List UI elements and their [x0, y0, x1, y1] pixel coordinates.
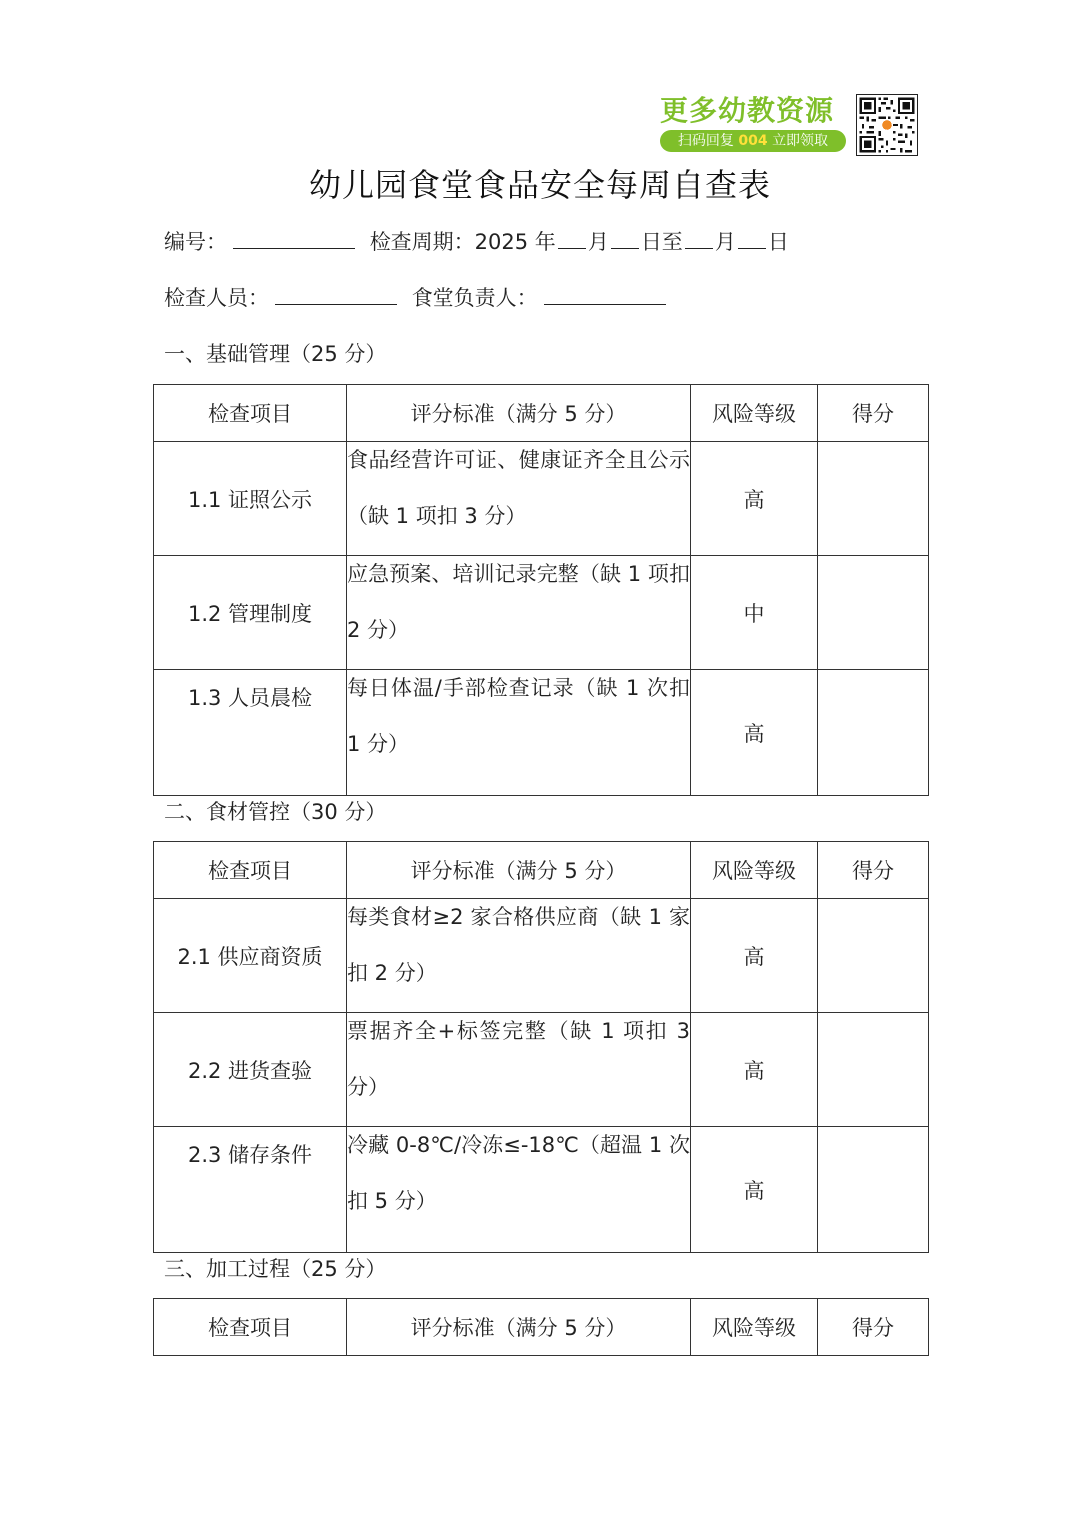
item-name: 1.2 管理制度: [154, 556, 347, 670]
risk-level: 高: [691, 670, 818, 796]
item-name: 1.1 证照公示: [154, 442, 347, 556]
criteria-cell: [347, 670, 691, 796]
header-score: 得分: [818, 1299, 929, 1356]
section-1-table: [153, 384, 929, 796]
table-row: [154, 670, 929, 796]
table-header-row: [154, 1299, 929, 1356]
table-row: [154, 899, 929, 1013]
risk-level: 高: [691, 1013, 818, 1127]
risk-level: 高: [691, 442, 818, 556]
risk-level: 中: [691, 556, 818, 670]
page-title: 幼儿园食堂食品安全每周自查表: [308, 166, 771, 204]
criteria-text: 冷藏 0-8℃/冷冻≤-18℃（超温 1 次扣 5 分）: [347, 1133, 690, 1213]
inspector-input[interactable]: [275, 282, 397, 305]
score-input[interactable]: [818, 1013, 929, 1127]
section-title: 一、基础管理（25 分）: [164, 342, 387, 366]
header-score: 得分: [818, 842, 929, 899]
table-row: [154, 1013, 929, 1127]
inspector-label: 检查人员：: [164, 286, 269, 310]
table-row: [154, 442, 929, 556]
inspector-manager-row: [164, 280, 674, 316]
number-label: 编号：: [164, 230, 227, 254]
period-label: 检查周期：2025 年: [369, 230, 556, 254]
criteria-cell: [347, 442, 691, 556]
banner-subtitle-after: 立即领取: [772, 133, 829, 149]
section-3-table: [153, 1298, 929, 1356]
section-title: 二、食材管控（30 分）: [164, 800, 387, 824]
item-name: 2.2 进货查验: [154, 1013, 347, 1127]
banner-title: 更多幼教资源: [660, 94, 835, 127]
period-end-month-input[interactable]: [685, 226, 713, 249]
score-input[interactable]: [818, 899, 929, 1013]
table-row: [154, 1127, 929, 1253]
criteria-cell: [347, 899, 691, 1013]
day-label-2: 日: [767, 230, 789, 254]
section-title: 三、加工过程（25 分）: [164, 1257, 387, 1281]
number-period-row: [164, 224, 789, 260]
header-item: 检查项目: [154, 1299, 347, 1356]
qr-code-icon[interactable]: [856, 94, 918, 156]
manager-input[interactable]: [544, 282, 666, 305]
criteria-text: 每类食材≥2 家合格供应商（缺 1 家扣 2 分）: [347, 905, 690, 985]
manager-label: 食堂负责人：: [411, 286, 538, 310]
header-item: 检查项目: [154, 842, 347, 899]
score-input[interactable]: [818, 442, 929, 556]
header-criteria: 评分标准（满分 5 分）: [347, 385, 691, 442]
criteria-text: 食品经营许可证、健康证齐全且公示（缺 1 项扣 3 分）: [347, 448, 690, 528]
item-name: 2.1 供应商资质: [154, 899, 347, 1013]
table-row: [154, 556, 929, 670]
month-label-1: 月: [587, 230, 609, 254]
header-score: 得分: [818, 385, 929, 442]
item-name: 2.3 储存条件: [154, 1127, 347, 1253]
criteria-text: 票据齐全+标签完整（缺 1 项扣 3 分）: [347, 1019, 690, 1099]
criteria-cell: [347, 556, 691, 670]
day-label-1: 日至: [640, 230, 683, 254]
promo-banner[interactable]: [658, 94, 920, 156]
criteria-cell: [347, 1127, 691, 1253]
score-input[interactable]: [818, 1127, 929, 1253]
banner-subtitle-before: 扫码回复: [677, 133, 734, 149]
criteria-cell: [347, 1013, 691, 1127]
header-risk: 风险等级: [691, 1299, 818, 1356]
header-criteria: 评分标准（满分 5 分）: [347, 1299, 691, 1356]
header-risk: 风险等级: [691, 842, 818, 899]
score-input[interactable]: [818, 670, 929, 796]
risk-level: 高: [691, 899, 818, 1013]
banner-subtitle: [660, 130, 846, 152]
month-label-2: 月: [714, 230, 736, 254]
banner-subtitle-code: 004: [738, 133, 768, 149]
risk-level: 高: [691, 1127, 818, 1253]
period-start-day-input[interactable]: [611, 226, 639, 249]
criteria-text: 每日体温/手部检查记录（缺 1 次扣 1 分）: [347, 676, 690, 756]
period-end-day-input[interactable]: [738, 226, 766, 249]
number-input[interactable]: [233, 226, 355, 249]
item-name: 1.3 人员晨检: [154, 670, 347, 796]
section-2-table: [153, 841, 929, 1253]
header-criteria: 评分标准（满分 5 分）: [347, 842, 691, 899]
score-input[interactable]: [818, 556, 929, 670]
header-item: 检查项目: [154, 385, 347, 442]
period-start-month-input[interactable]: [558, 226, 586, 249]
criteria-text: 应急预案、培训记录完整（缺 1 项扣 2 分）: [347, 562, 690, 642]
header-risk: 风险等级: [691, 385, 818, 442]
